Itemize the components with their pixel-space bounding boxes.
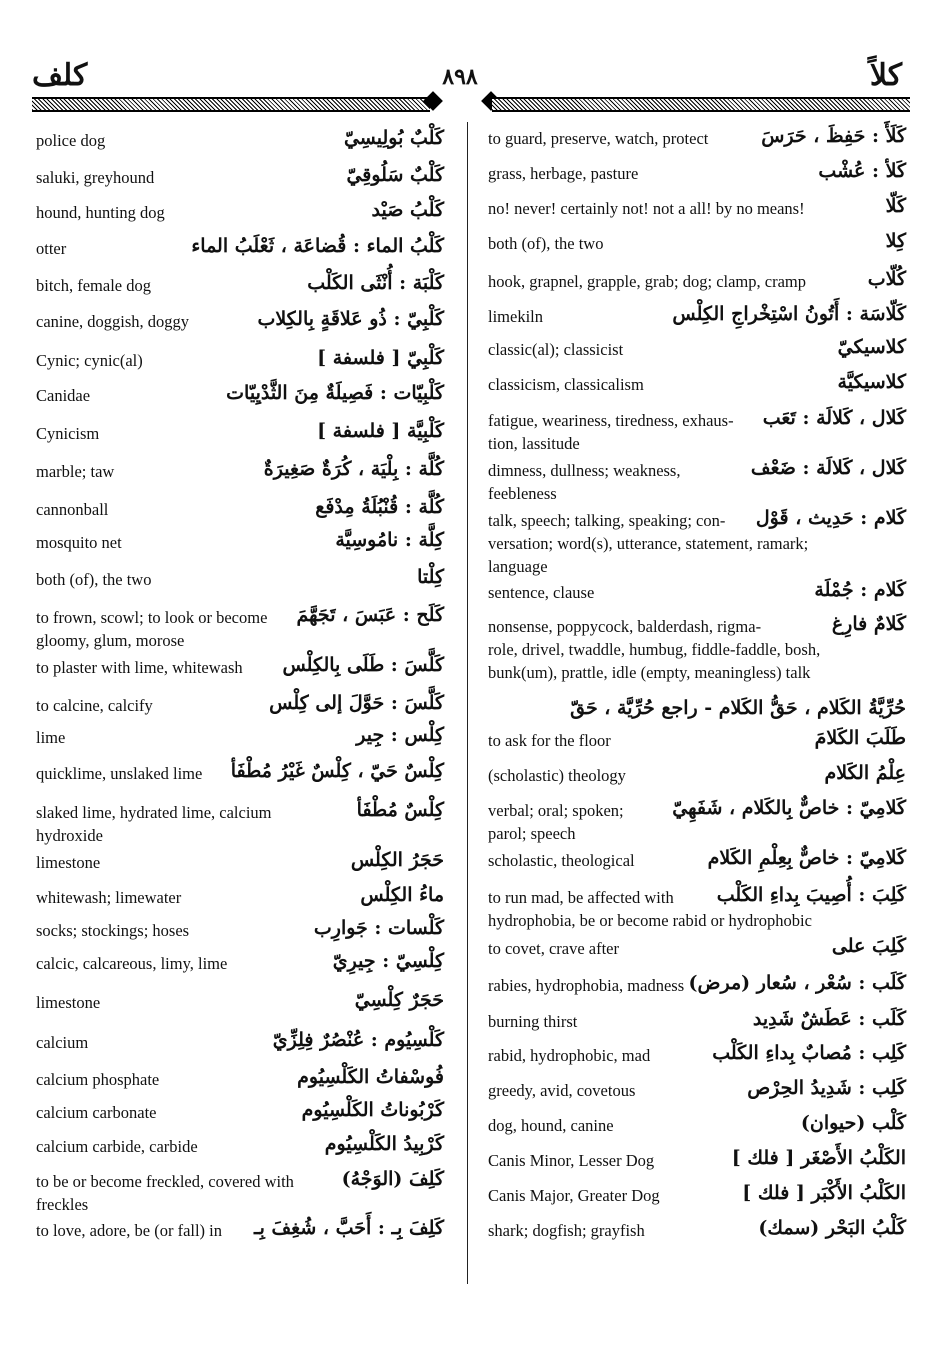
entry-translation: Cynic; cynic(al) — [36, 351, 143, 370]
entry-translation-continued: tion, lassitude — [488, 434, 580, 453]
entry-headword: كِلْسٌ حَيّ ، كِلْسٌ غَيْرُ مُطْفَأ — [230, 760, 444, 782]
entry-translation: no! never! certainly not! not a all! by no means! — [488, 199, 805, 218]
entry-translation: scholastic, theological — [488, 851, 635, 870]
entry-translation: hook, grapnel, grapple, grab; dog; clamp, cramp — [488, 272, 806, 291]
entry-translation-continued: parol; speech — [488, 824, 576, 843]
entry-translation-continued: versation; word(s), utterance, statement, ramark; — [488, 534, 809, 553]
running-head-left: كلف — [32, 59, 88, 92]
entry-headword: كَلْبٌ سَلُوقِيّ — [346, 164, 444, 186]
entry-headword: كَلْبُ الماء : قُضاعَة ، ثَعْلَبُ الماء — [191, 235, 444, 257]
entry-translation: dog, hound, canine — [488, 1116, 614, 1135]
entry-headword: كَلَب : سُعْر ، سُعار (مرض) — [688, 972, 906, 994]
entry-translation: bitch, female dog — [36, 276, 152, 295]
entry-headword: كِلْسِيّ : جِيرِيّ — [332, 950, 444, 972]
entry-headword: كَلال ، كَلالَة : تَعَب — [762, 407, 906, 429]
entry-translation: marble; taw — [36, 462, 115, 481]
entry-translation: to ask for the floor — [488, 731, 611, 750]
entry-headword: كُلَّة : بِلْيَة ، كُرَةٌ صَغِيرَةٌ — [263, 458, 444, 480]
entry-headword: كَلْبِيَّة [ فلسفة ] — [317, 420, 444, 442]
entry-translation: classic(al); classicist — [488, 340, 624, 359]
entry-headword: حُرِّيَّةُ الكَلام ، حَقُّ الكَلام - راجع حُرِّيَّة ، حَقّ — [570, 697, 906, 719]
entry-translation: canine, doggish, doggy — [36, 312, 190, 331]
entry-headword: كُلَّة : قُنْبُلَةُ مِدْفَع — [315, 496, 444, 518]
entry-translation: to be or become freckled, covered with — [36, 1172, 294, 1191]
entry-translation: calcium phosphate — [36, 1070, 160, 1089]
entry-headword: كَرْبِيدُ الكَلْسِيُوم — [324, 1133, 444, 1155]
entry-translation: lime — [36, 728, 66, 747]
entry-translation-continued: language — [488, 557, 548, 576]
entry-translation: calcium carbonate — [36, 1103, 157, 1122]
entry-translation: limestone — [36, 993, 101, 1012]
entry-translation: mosquito net — [36, 533, 122, 552]
entry-headword: كِلَّة : نامُوسِيَّة — [335, 529, 444, 551]
entry-translation: calcium — [36, 1033, 89, 1052]
entry-translation: to love, adore, be (or fall) in — [36, 1221, 223, 1240]
entry-headword: كَلِفَ (الوَجْهُ) — [341, 1168, 444, 1190]
entry-translation: Canis Major, Greater Dog — [488, 1186, 660, 1205]
entry-translation: to calcine, calcify — [36, 696, 153, 715]
entry-headword: كُلّاب — [867, 268, 906, 290]
entry-translation-continued: bunk(um), prattle, idle (empty, meaningless) talk — [488, 663, 811, 682]
entry-headword: كَلْسِيُوم : عُنْصُرٌ فِلِزِّيّ — [272, 1029, 444, 1051]
entry-translation: nonsense, poppycock, balderdash, rigma- — [488, 617, 762, 636]
entry-headword: كَلْبِيّ : ذُو عَلاقَةٍ بِالكِلاب — [257, 308, 444, 330]
entry-translation-continued: feebleness — [488, 484, 557, 503]
entry-translation: verbal; oral; spoken; — [488, 801, 624, 820]
entry-translation: slaked lime, hydrated lime, calcium — [36, 803, 272, 822]
entry-headword: كَلام : جُمْلَة — [814, 579, 906, 601]
entry-headword: كَلِب : مُصابٌ بِداءِ الكَلْب — [712, 1042, 906, 1064]
entry-translation: to run mad, be affected with — [488, 888, 674, 907]
entry-translation: burning thirst — [488, 1012, 578, 1031]
entry-headword: كَلْسات : جَوارِب — [313, 917, 444, 939]
entry-translation-continued: hydroxide — [36, 826, 103, 845]
entry-headword: كَلَأَ : حَفِظَ ، حَرَسَ — [761, 125, 906, 147]
entry-headword: كَلَب : عَطَشٌ شَدِيد — [752, 1008, 906, 1030]
entry-headword: كَلْبَة : أُنْثَى الكَلْب — [307, 272, 444, 294]
entry-translation: greedy, avid, covetous — [488, 1081, 636, 1100]
entry-headword: كِلا — [885, 230, 906, 252]
entry-headword: كَلِبَ : أُصِيبَ بِداءِ الكَلْب — [716, 884, 906, 906]
entry-translation: limekiln — [488, 307, 543, 326]
entry-translation: dimness, dullness; weakness, — [488, 461, 681, 480]
running-head-right: كلاً — [869, 59, 902, 92]
entry-translation: both (of), the two — [36, 570, 152, 589]
entry-translation: sentence, clause — [488, 583, 595, 602]
entry-headword: كَلْب (حيوان) — [800, 1112, 906, 1134]
entry-headword: كلاسيكيَّة — [837, 371, 906, 393]
entry-headword: كَلام : حَدِيث ، قَوْل — [755, 507, 906, 529]
entry-headword: كلاسيكيّ — [837, 336, 906, 358]
entry-headword: كِلْسٌ مُطْفَأ — [356, 799, 444, 821]
entry-translation: to plaster with lime, whitewash — [36, 658, 243, 677]
entry-translation: hound, hunting dog — [36, 203, 165, 222]
entry-translation: fatigue, weariness, tiredness, exhaus- — [488, 411, 734, 430]
entry-headword: حَجَرٌ كِلْسِيّ — [354, 989, 444, 1011]
entry-translation: rabies, hydrophobia, madness — [488, 976, 685, 995]
entry-headword: كَلامِيّ : خاصٌّ بِالكَلام ، شَفَهِيّ — [672, 797, 906, 819]
entry-translation: to covet, crave after — [488, 939, 620, 958]
entry-headword: كَلَّسَ : حَوَّلَ إلى كِلْس — [269, 692, 444, 714]
entry-translation: socks; stockings; hoses — [36, 921, 190, 940]
entry-translation: to frown, scowl; to look or become — [36, 608, 268, 627]
entry-headword: كَلّاسَة : أَتُونُ اسْتِخْراجِ الكِلْس — [672, 303, 906, 325]
entry-translation: talk, speech; talking, speaking; con- — [488, 511, 726, 530]
entry-translation-continued: role, drivel, twaddle, humbug, fiddle-faddle, bosh, — [488, 640, 821, 659]
entry-headword: كَلامِيّ : خاصٌّ بِعِلْمِ الكَلام — [707, 847, 906, 869]
entry-translation-continued: gloomy, glum, morose — [36, 631, 185, 650]
entry-translation: calcic, calcareous, limy, lime — [36, 954, 228, 973]
entry-translation: classicism, classicalism — [488, 375, 644, 394]
entry-translation: rabid, hydrophobic, mad — [488, 1046, 651, 1065]
entry-headword: كَلْبِيّات : فَصِيلَةٌ مِنَ الثَّدْيِيّات — [226, 382, 444, 404]
entry-translation: calcium carbide, carbide — [36, 1137, 198, 1156]
entry-headword: كَلِفَ بِـ : أَحَبَّ ، شُغِفَ بِـ — [254, 1217, 444, 1239]
entry-headword: كَرْبُوناتُ الكَلْسِيُوم — [301, 1099, 444, 1121]
entry-translation-continued: freckles — [36, 1195, 89, 1214]
entry-headword: كَلال ، كَلالَة : ضَعْف — [750, 457, 906, 479]
entry-translation: Canis Minor, Lesser Dog — [488, 1151, 655, 1170]
entry-headword: كَلامٌ فارِغ — [831, 613, 906, 635]
entry-headword: كَلِب : شَدِيدُ الحِرْص — [747, 1077, 906, 1099]
entry-translation-continued: hydrophobia, be or become rabid or hydrophobic — [488, 911, 812, 930]
entry-headword: كَلِبَ على — [831, 935, 906, 957]
entry-headword: كَلْبُ صَيْد — [371, 199, 444, 221]
entry-headword: كَلْبُ البَحْر (سمك) — [758, 1217, 906, 1239]
entry-headword: كِلْتا — [417, 566, 444, 588]
entry-headword: حَجَرُ الكِلْس — [350, 849, 444, 871]
entry-headword: كَلَح : عَبَسَ ، تَجَهَّمَ — [296, 604, 444, 626]
entry-headword: فُوسْفاتُ الكَلْسِيُوم — [297, 1066, 444, 1088]
entry-translation: to guard, preserve, watch, protect — [488, 129, 709, 148]
entry-headword: ماءُ الكِلْس — [360, 884, 444, 906]
entry-headword: طَلَبَ الكَلامَ — [814, 727, 906, 749]
entry-translation: shark; dogfish; grayfish — [488, 1221, 645, 1240]
entry-translation: (scholastic) theology — [488, 766, 626, 785]
entry-translation: Canidae — [36, 386, 91, 405]
entry-translation: Cynicism — [36, 424, 100, 443]
entry-translation: limestone — [36, 853, 101, 872]
page-number: ٨٩٨ — [442, 64, 478, 89]
entry-headword: الكَلْبُ الأَكْبَر [ فلك ] — [742, 1182, 906, 1204]
entry-headword: كَلَّسَ : طَلَى بِالكِلْس — [282, 654, 444, 676]
entry-headword: كَلّا — [885, 195, 906, 217]
entry-translation: quicklime, unslaked lime — [36, 764, 203, 783]
left-column — [0, 0, 466, 1357]
entry-headword: كَلْبِيّ [ فلسفة ] — [317, 347, 444, 369]
entry-headword: كَلْبٌ بُولِيسِيّ — [343, 127, 444, 149]
entry-headword: عِلْمُ الكَلام — [824, 762, 906, 784]
entry-translation: cannonball — [36, 500, 109, 519]
entry-translation: grass, herbage, pasture — [488, 164, 639, 183]
entry-translation: both (of), the two — [488, 234, 604, 253]
entry-translation: saluki, greyhound — [36, 168, 155, 187]
entry-headword: كِلْس : جِير — [356, 724, 444, 746]
entry-headword: كَلأ : عُشْب — [818, 160, 906, 182]
entry-translation: whitewash; limewater — [36, 888, 182, 907]
entry-translation: otter — [36, 239, 67, 258]
entry-headword: الكَلْبُ الأَصْغَر [ فلك ] — [731, 1147, 906, 1169]
entry-translation: police dog — [36, 131, 106, 150]
right-column — [468, 0, 942, 1357]
